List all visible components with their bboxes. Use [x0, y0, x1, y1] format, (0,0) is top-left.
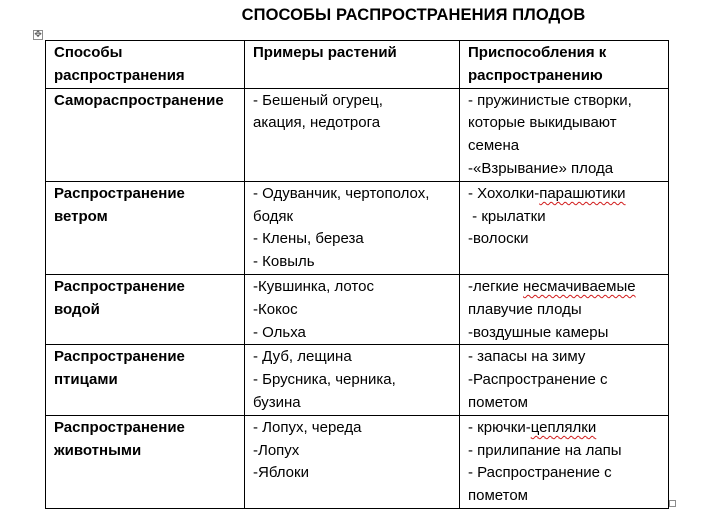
- header-cell-examples: [245, 41, 460, 89]
- adaptations-cell: [460, 345, 669, 415]
- adaptation-text: - Хохолки-: [468, 184, 540, 202]
- header-text: распространения: [54, 66, 185, 84]
- adaptation-line: [468, 183, 663, 206]
- adaptation-line: - прилипание на лапы: [468, 441, 622, 459]
- example-line: -Яблоки: [253, 464, 309, 482]
- adaptation-line: - Распространение с: [468, 464, 612, 482]
- examples-cell: [245, 415, 460, 508]
- header-text: Способы: [54, 44, 123, 61]
- table-row: [46, 88, 669, 181]
- adaptation-line: - крылатки: [468, 207, 546, 225]
- adaptations-cell: [460, 181, 669, 274]
- method-cell: [46, 345, 245, 415]
- adaptation-line: пометом: [468, 393, 528, 411]
- method-text: Распространение: [54, 348, 185, 366]
- example-line: - Лопух, череда: [253, 418, 362, 436]
- method-text: Распространение: [54, 418, 185, 436]
- adaptation-line: семена: [468, 137, 520, 155]
- header-text: распространению: [468, 66, 603, 84]
- method-text: водой: [54, 300, 100, 318]
- table-row: [46, 181, 669, 274]
- examples-cell: [245, 274, 460, 344]
- method-text: птицами: [54, 371, 118, 389]
- method-cell: [46, 274, 245, 344]
- table-row: [46, 415, 669, 508]
- table-resize-handle[interactable]: [669, 500, 676, 507]
- example-line: - Ковыль: [253, 253, 315, 271]
- example-line: -Лопух: [253, 441, 300, 459]
- example-line: - Бешеный огурец,: [253, 91, 383, 109]
- adaptations-cell: [460, 274, 669, 344]
- method-cell: [46, 181, 245, 274]
- spellcheck-word[interactable]: цеплялки: [530, 418, 597, 436]
- header-cell-methods: [46, 41, 245, 89]
- example-line: - Клены, береза: [253, 230, 364, 248]
- table-header-row: [46, 41, 669, 89]
- examples-cell: [245, 181, 460, 274]
- header-text: Примеры растений: [253, 44, 397, 61]
- table-move-handle-icon[interactable]: ✥: [34, 30, 42, 40]
- example-line: - Дуб, лещина: [253, 348, 352, 366]
- example-line: - Одуванчик, чертополох,: [253, 184, 430, 202]
- adaptation-line: [468, 417, 663, 440]
- method-text: Самораспространение: [54, 91, 224, 109]
- header-text: Приспособления к: [468, 44, 607, 61]
- example-line: бодяк: [253, 207, 294, 225]
- method-text: Распространение: [54, 184, 185, 202]
- adaptation-line: плавучие плоды: [468, 300, 582, 318]
- method-text: животными: [54, 441, 142, 459]
- method-cell: [46, 88, 245, 181]
- adaptation-line: - пружинистые створки,: [468, 91, 632, 109]
- adaptation-line: пометом: [468, 487, 528, 505]
- example-line: - Ольха: [253, 323, 306, 341]
- adaptation-line: -воздушные камеры: [468, 323, 609, 341]
- method-cell: [46, 415, 245, 508]
- examples-cell: [245, 88, 460, 181]
- adaptation-line: -«Взрывание» плода: [468, 159, 614, 177]
- adaptation-text: -легкие: [468, 277, 524, 295]
- method-text: Распространение: [54, 277, 185, 295]
- method-text: ветром: [54, 207, 108, 225]
- table-row: [46, 345, 669, 415]
- example-line: -Кокос: [253, 300, 298, 318]
- adaptation-text: - крючки-: [468, 418, 531, 436]
- adaptation-line: -Распространение с: [468, 371, 608, 389]
- table-row: [46, 274, 669, 344]
- examples-cell: [245, 345, 460, 415]
- adaptation-line: - запасы на зиму: [468, 348, 586, 366]
- example-line: акация, недотрога: [253, 114, 381, 132]
- example-line: бузина: [253, 393, 301, 411]
- adaptations-cell: [460, 88, 669, 181]
- adaptations-cell: [460, 415, 669, 508]
- spellcheck-word[interactable]: парашютики: [539, 184, 626, 202]
- example-line: -Кувшинка, лотос: [253, 277, 374, 295]
- adaptation-line: [468, 276, 663, 299]
- fruit-dispersal-table: [45, 40, 669, 509]
- page-title: СПОСОБЫ РАСПРОСТРАНЕНИЯ ПЛОДОВ: [241, 6, 586, 24]
- header-cell-adaptations: [460, 41, 669, 89]
- adaptation-line: которые выкидывают: [468, 114, 617, 132]
- example-line: - Брусника, черника,: [253, 371, 396, 389]
- spellcheck-word[interactable]: несмачиваемые: [523, 277, 636, 295]
- adaptation-line: -волоски: [468, 230, 529, 248]
